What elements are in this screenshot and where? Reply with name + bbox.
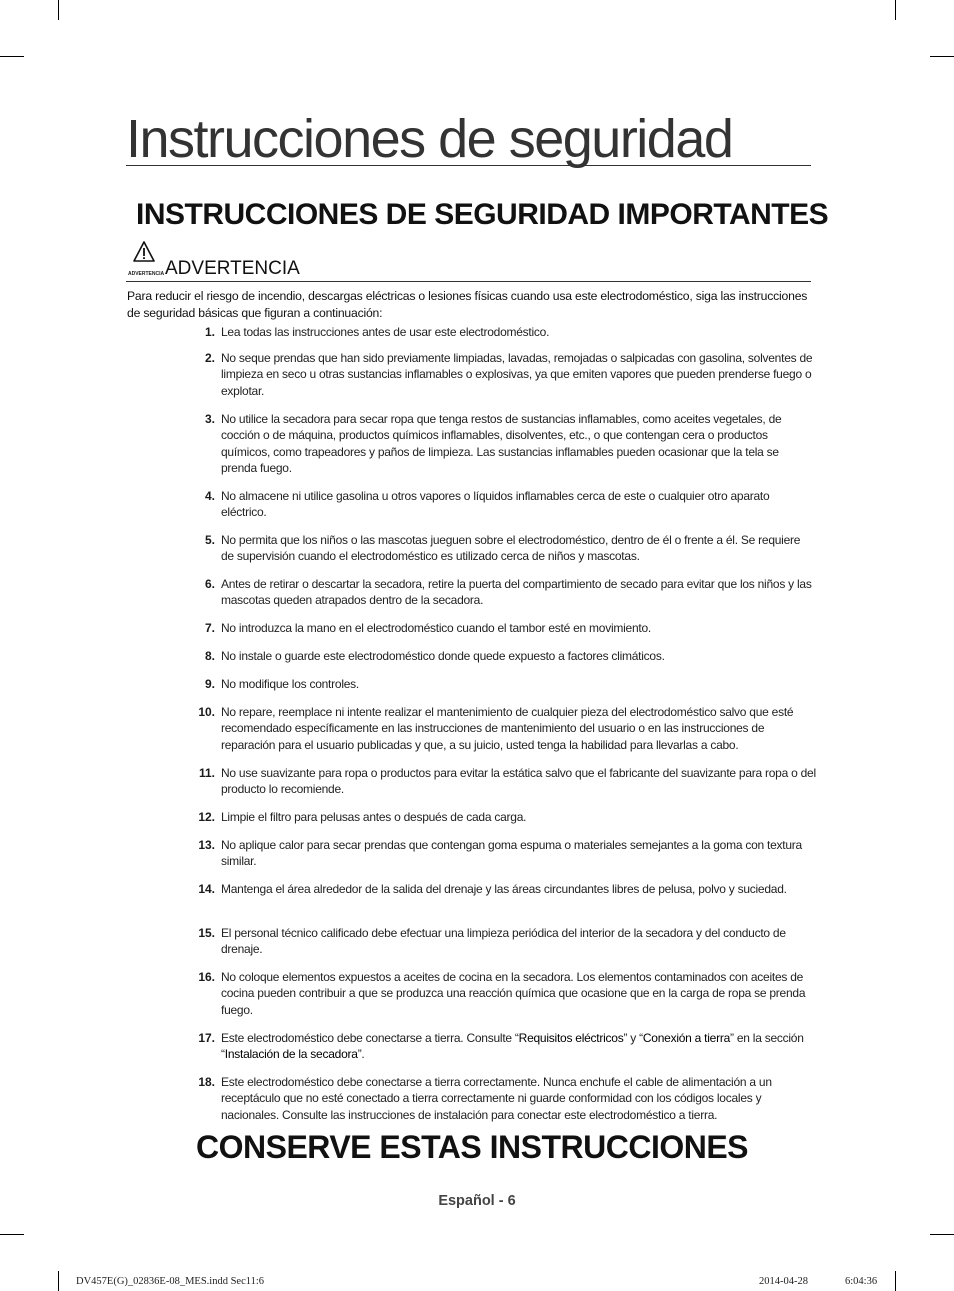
list-item-number: 2. xyxy=(204,351,215,365)
warning-header xyxy=(126,241,811,282)
crop-mark xyxy=(58,0,59,20)
conserve-heading: CONSERVE ESTAS INSTRUCCIONES xyxy=(196,1129,749,1165)
warning-triangle-icon xyxy=(128,241,165,281)
list-item-text-part: Este electrodoméstico debe conectarse a tierra. Consulte “ xyxy=(221,1031,519,1045)
page-title: Instrucciones de seguridad xyxy=(126,112,811,166)
list-item-number: 6. xyxy=(204,577,215,591)
list-item-text: No coloque elementos expuestos a aceites de cocina en la secadora. Los elementos contaminados con aceites de cocina pueden contribuir a que se produzca una reacción química que ocasione que en la carga de ropa se prenda fuego. xyxy=(221,970,806,1017)
list-item-number: 12. xyxy=(198,810,215,824)
list-item-number: 4. xyxy=(204,489,215,503)
list-item-text: Limpie el filtro para pelusas antes o después de cada carga. xyxy=(221,810,527,824)
list-item-text-part: ” y “ xyxy=(623,1031,643,1045)
list-item-number: 11. xyxy=(198,766,215,780)
list-item-text: No introduzca la mano en el electrodoméstico cuando el tambor esté en movimiento. xyxy=(221,621,651,635)
list-item-number: 18. xyxy=(198,1075,215,1089)
list-item-text: Este electrodoméstico debe conectarse a tierra correctamente. Nunca enchufe el cable de alimentación a un receptáculo que no esté conectado a tierra correctamente ni guarde conformidad con los códigos locales y nacionales. Consulte las instrucciones de instalación para conectar este electrodoméstico a tierra. xyxy=(221,1075,772,1122)
list-item-number: 9. xyxy=(204,677,215,691)
intro-paragraph: Para reducir el riesgo de incendio, descargas eléctricas o lesiones físicas cuando usa este electrodoméstico, siga las instrucciones de seguridad básicas que figuran a continuación: xyxy=(127,289,808,320)
list-item-text: No repare, reemplace ni intente realizar el mantenimiento de cualquier pieza del electrodoméstico salvo que esté recomendado específicamente en las instrucciones de mantenimiento del usuario o en las instrucciones de reparación para el usuario publicadas y que, a su juicio, usted tenga la habilidad para llevarlas a cabo. xyxy=(221,705,794,752)
page-number: Español - 6 xyxy=(438,1193,516,1209)
crop-mark xyxy=(0,1234,24,1235)
list-item-text: No modifique los controles. xyxy=(221,677,359,691)
warning-title: ADVERTENCIA xyxy=(165,258,300,279)
list-item-number: 8. xyxy=(204,649,215,663)
section-reference: Conexión a tierra xyxy=(642,1031,731,1045)
list-item-text: Antes de retirar o descartar la secadora, retire la puerta del compartimiento de secado para evitar que los niños y las mascotas queden atrapados dentro de la secadora. xyxy=(221,577,812,608)
crop-mark xyxy=(895,1271,896,1291)
list-item-number: 17. xyxy=(198,1031,215,1045)
list-item-text: No utilice la secadora para secar ropa que tenga restos de sustancias inflamables, como aceites vegetales, de cocción o de máquina, productos químicos inflamables, disolventes, etc., o que contengan cera o productos químicos, como trapeadores y paños de limpieza. Las sustancias inflamables pueden ocasionar que la tela se prenda fuego. xyxy=(221,412,782,476)
crop-mark xyxy=(930,56,954,57)
crop-mark xyxy=(895,0,896,20)
list-item-text: El personal técnico calificado debe efectuar una limpieza periódica del interior de la secadora y del conducto de drenaje. xyxy=(221,926,786,957)
list-item-text: Mantenga el área alrededor de la salida del drenaje y las áreas circundantes libres de pelusa, polvo y suciedad. xyxy=(221,882,787,896)
section-heading: INSTRUCCIONES DE SEGURIDAD IMPORTANTES xyxy=(136,198,829,231)
slug-file-info: DV457E(G)_02836E-08_MES.indd Sec11:6 xyxy=(76,1276,265,1287)
section-reference: Requisitos eléctricos xyxy=(518,1031,624,1045)
list-item-text-part: ” en la sección “ xyxy=(221,1031,804,1062)
list-item-number: 5. xyxy=(204,533,215,547)
list-item-text: Lea todas las instrucciones antes de usar este electrodoméstico. xyxy=(221,325,550,339)
list-item-number: 14. xyxy=(198,882,215,896)
list-item-text: No instale o guarde este electrodoméstico donde quede expuesto a factores climáticos. xyxy=(221,649,665,663)
list-item-number: 7. xyxy=(204,621,215,635)
crop-mark xyxy=(58,1271,59,1291)
list-item-text-part: ”. xyxy=(357,1047,365,1062)
list-item-number: 13. xyxy=(198,838,215,852)
slug-time: 6:04:36 xyxy=(845,1276,878,1287)
list-item-text: No aplique calor para secar prendas que contengan goma espuma o materiales semejantes a la goma con textura similar. xyxy=(221,838,802,869)
crop-mark xyxy=(0,56,24,57)
list-item-number: 1. xyxy=(204,325,215,339)
list-item-number: 3. xyxy=(204,412,215,426)
list-item-number: 10. xyxy=(198,705,215,719)
list-item-text xyxy=(221,1030,816,1063)
list-item-text: No seque prendas que han sido previamente limpiadas, lavadas, remojadas o salpicadas con gasolina, solventes de limpieza en seco u otras sustancias inflamables o explosivas, ya que emiten vapores que pueden prenderse fuego o explotar. xyxy=(221,351,813,398)
crop-mark xyxy=(930,1234,954,1235)
list-item-text: No permita que los niños o las mascotas jueguen sobre el electrodoméstico, dentro de él o frente a él. Se requiere de supervisión cuando el electrodoméstico es utilizado cerca de niños y mascotas. xyxy=(221,533,801,564)
slug-date: 2014-04-28 xyxy=(759,1276,808,1287)
list-item-number: 15. xyxy=(198,926,215,940)
section-reference: Instalación de la secadora xyxy=(224,1047,358,1062)
list-item-text: No almacene ni utilice gasolina u otros vapores o líquidos inflamables cerca de este o cualquier otro aparato eléctrico. xyxy=(221,489,770,520)
list-item-text: No use suavizante para ropa o productos para evitar la estática salvo que el fabricante del suavizante para ropa o del producto lo recomiende. xyxy=(221,766,816,797)
list-item-number: 16. xyxy=(198,970,215,984)
warning-icon-label: ADVERTENCIA xyxy=(128,271,165,277)
